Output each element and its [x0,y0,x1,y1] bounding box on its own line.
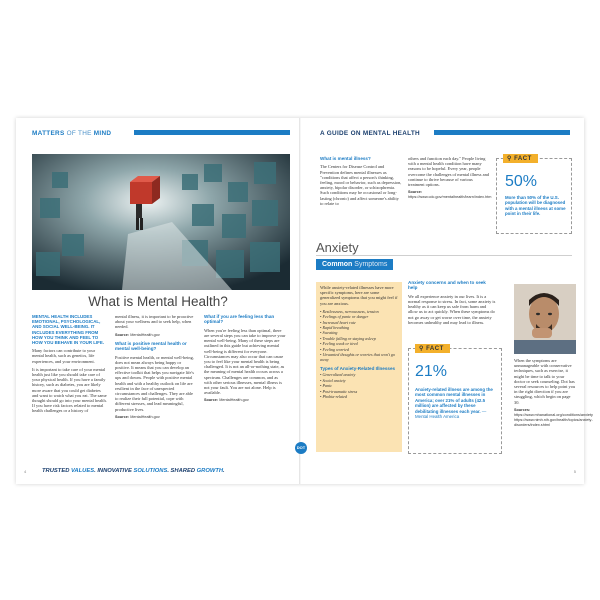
symptom-item: • Increased heart rate [320,320,398,325]
page-number-right: 5 [573,469,576,474]
symptom-item: • Feeling weak or tired [320,341,398,346]
sidebar-intro: While anxiety-related illnesses have more specific symptoms, here are some generalized symptoms that you might feel if you are anxious. [320,285,398,306]
header-rule [134,130,290,135]
symptom-item: • Feeling worried [320,347,398,352]
tagline-part: GROWTH [196,468,224,474]
anxiety-concerns-column [408,280,496,328]
left-page-header [32,130,111,137]
right-column-paragraph: When the symptoms are unmanageable with conservative techniques, such as exercise, it might be time to talk to your doctor or seek counseling. Dot has several resources to help point you in the right direction if you are struggling, which begin on page 30. [514,358,576,405]
col2-paragraph-1: mental illness, it is important to be proactive about your wellness and to seek help, when needed. [115,314,194,330]
hero-illustration [32,154,290,290]
common-symptoms-heading [316,259,393,270]
source-value: https://www.cdc.gov/mentalhealth/learn/index.htm [408,195,492,200]
source-value: MentalHealth.gov [130,332,160,337]
source-label: Sources: [514,407,531,412]
anxiety-rule [316,255,572,256]
magazine-spread [16,118,593,484]
anxiety-type-item: • Phobia-related [320,394,398,399]
symptoms-word: Symptoms [352,261,388,268]
portrait-photo [514,284,576,354]
concerns-subheading: Anxiety concerns and when to seek help [408,280,486,291]
fact-stat: 50% [505,173,538,190]
page-number-left: 4 [24,469,27,474]
symptoms-sidebar [316,282,402,452]
right-page-header: A GUIDE ON MENTAL HEALTH [320,130,420,137]
tagline-part: VALUES [71,468,95,474]
col2-source-2 [115,415,197,420]
tagline-part: . INNOVATIVE [94,468,134,474]
left-column-2 [115,314,197,423]
left-column-3 [204,314,286,407]
concerns-paragraph: We all experience anxiety in our lives. It is a normal response to stress. In fact, some anxiety is healthy as it can keep us safe from harm and allow us to act quickly. When these symptoms do not go away or get worse over time, the anxiety becomes unhealthy and may lead to illness. [408,293,496,325]
symptom-item: • Sweating [320,330,398,335]
page-title: What is Mental Health? [88,294,228,309]
fact-tab [503,154,538,163]
fact-box-21 [408,348,502,454]
tagline-part: . [223,468,225,474]
header-rule [434,130,570,135]
source-label: Source: [204,398,219,403]
source-label: Source: [115,414,130,419]
source-value: MentalHealth.gov [130,414,160,419]
hero-photo [32,154,290,290]
anxiety-type-item: • Social anxiety [320,378,398,383]
mental-illness-source [408,190,490,200]
symptom-item: • Unwanted thoughts or worries that won't go away [320,352,398,363]
mental-illness-paragraph-1: The Centers for Disease Control and Prevention defines mental illnesses as "conditions that affect a person's thinking, feeling, mood or behavior, such as depression, anxiety, bipolar disorder, or schizophrenia. Such conditions may be occasional or long-lasting (chronic) and affect someone's ability to relate to [320,164,402,206]
col1-paragraph-1: Many factors can contribute to your mental health, such as genetics, life experiences, and your environment. [32,348,96,364]
fact-tab [415,344,450,353]
col2-source-1 [115,333,197,338]
magnifier-icon: ⚲ [507,156,512,162]
anxiety-type-item: • Generalized anxiety [320,372,398,377]
symptom-list [320,309,398,363]
right-column [514,358,593,432]
mental-illness-column-1 [320,156,402,209]
symptom-item: • Trouble falling or staying asleep [320,336,398,341]
anxiety-type-item: • Post-traumatic stress [320,389,398,394]
tagline-part: . SHARED [167,468,197,474]
mental-illness-paragraph-2: others and function each day." People living with a mental health condition have many reasons to be hopeful. Every year, people overcome the challenges of mental illness and continue to thrive because of various treatment options. [408,156,489,188]
source-value: https://www.mhanational.org/conditions/anxiety [514,413,593,418]
symptom-item: • Restlessness, nervousness, tension [320,309,398,314]
mental-illness-column-2 [408,156,490,204]
symptom-item: • Rapid breathing [320,325,398,330]
intro-caps: MENTAL HEALTH INCLUDES EMOTIONAL, PSYCHOLOGICAL, AND SOCIAL WELL-BEING. IT INCLUDES EVERYTHING FROM HOW YOU THINK AND FEEL TO HOW YOU BEHAVE IN YOUR LIFE. [32,314,104,346]
tagline-part: SOLUTIONS [133,468,168,474]
fact-label: FACT [426,346,444,352]
left-page [16,118,300,484]
col3-paragraph-1: When you're feeling less than optimal, there are several steps you can take to improve your mental well-being. Many of these steps are outlined in this guide but achieving mental well-being is different for everyone. Circumstances may also occur that can cause you to feel like your mental health is being challenged. It is not an all-or-nothing state, as the meaning of mental health occurs across a spectrum. Challenges are common, and as with other serious illnesses, mental illness is not your fault. You are not alone. Help is available. [204,327,286,396]
header-of-the: OF THE [66,130,92,137]
magnifier-icon: ⚲ [419,346,424,352]
col2-paragraph-2: Positive mental health, or mental well-being, does not mean always being happy or positive. It means that you can develop an effective toolkit that helps you navigate life's ups and downs. People with positive mental health and with a healthy outlook on life are resilient in the face of unexpected circumstances and challenges. They are able to realize their full potential, cope with different stresses, and lead meaningful, productive lives. [115,354,194,412]
col3-source [204,398,286,403]
right-column-sources [514,407,593,429]
types-list [320,372,398,399]
fact-attribution: — Mental Health America [415,408,487,420]
tagline-part: TRUSTED [42,468,71,474]
mental-illness-subheading: What is mental illness? [320,156,371,161]
footer-tagline [42,468,225,474]
left-column-1 [32,314,108,417]
fact-stat: 21% [415,363,448,380]
header-matters: MATTERS [32,130,65,137]
right-page [300,118,593,484]
symptom-item: • Feelings of panic or danger [320,314,398,319]
fact-text-body: Anxiety-related illness are among the most common mental illnesses in America; over 21% of adults (42.5 million) are affected by these debilitating illnesses each year. [415,387,493,414]
col1-paragraph-2: It is important to take care of your mental health just like you should take care of your physical health. If you have a family history, such as diabetes, you are likely more aware that you could get diabetes and want to watch what you eat. The same thought should go into your mental health. If you have risk factors related to mental health challenges or a history of [32,366,107,414]
anxiety-type-item: • Panic [320,383,398,388]
col2-subheading: What is positive mental health or mental well-being? [115,340,187,352]
col3-subheading: What if you are feeling less than optimal? [204,314,275,325]
source-label: Source: [115,332,130,337]
fact-text [415,387,497,419]
common-word: Common [322,261,353,268]
source-value: https://www.nimh.nih.gov/health/topics/anxiety-disorders/index.shtml [514,418,593,428]
fact-text: More than 50% of the U.S. population will be diagnosed with a mental illness at some point in their life. [505,195,566,217]
source-value: MentalHealth.gov [219,398,249,403]
fact-label: FACT [514,156,532,162]
fact-box-50 [496,158,572,234]
portrait-illustration [514,284,576,354]
anxiety-title: Anxiety [316,240,359,255]
header-mind: MIND [93,130,112,137]
dot-logo: DOT [295,442,307,454]
source-label: Source: [408,190,423,195]
types-heading: Types of Anxiety-Related Illnesses [320,365,396,371]
